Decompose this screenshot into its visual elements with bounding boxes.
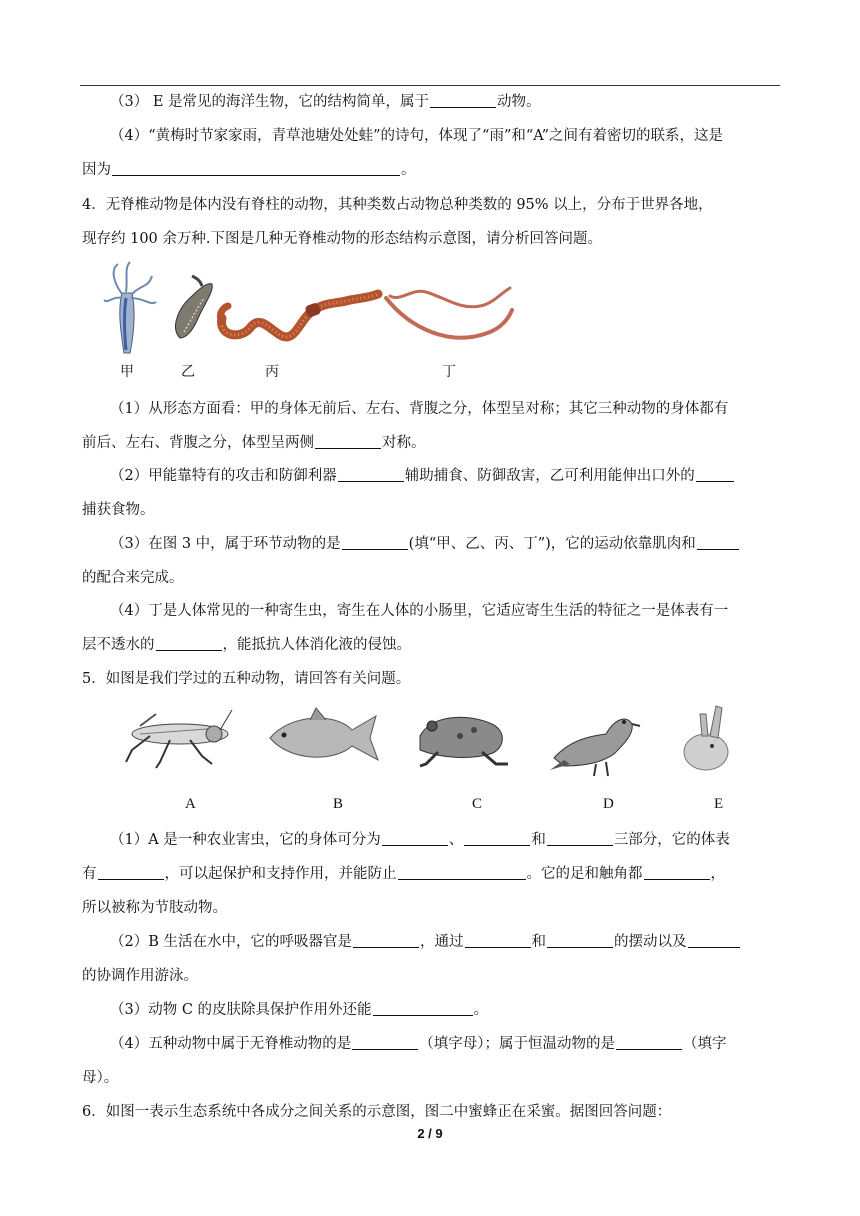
q3-part4-line2: 因为 。: [82, 162, 416, 178]
q4-sub2-line2: 捕获食物。: [82, 502, 155, 518]
answer-blank[interactable]: [342, 534, 408, 550]
answer-blank[interactable]: [353, 932, 419, 948]
q5-sub2-line1: （2）B 生活在水中，它的呼吸器官是 ，通过 和 的摆动以及: [110, 932, 810, 952]
q5-sub4-line2: 母）。: [82, 1070, 119, 1086]
answer-blank[interactable]: [382, 830, 448, 846]
answer-blank[interactable]: [430, 92, 496, 108]
q5-sub2-line2: 的协调作用游泳。: [82, 968, 198, 984]
q4-sub3-line1: （3）在图 3 中，属于环节动物的是 (填“甲、乙、丙、丁”)，它的运动依靠肌肉和: [110, 534, 810, 554]
answer-blank[interactable]: [315, 433, 381, 449]
answer-blank[interactable]: [616, 1034, 682, 1050]
figure-label-b: B: [333, 796, 344, 812]
answer-blank[interactable]: [547, 932, 613, 948]
header-rule: [80, 85, 780, 86]
q4-sub2-line1: （2）甲能靠特有的攻击和防御利器 辅助捕食、防御敌害，乙可利用能伸出口外的: [110, 466, 810, 486]
pigeon-illustration: [550, 719, 640, 776]
q4-stem-line1: 4．无脊椎动物是体内没有脊柱的动物，其种类数占动物总种类数的 95% 以上，分布于世界各地，: [82, 197, 713, 213]
answer-blank[interactable]: [697, 534, 739, 550]
figure-label-bing: 丙: [265, 364, 279, 380]
grasshopper-illustration: [126, 710, 232, 768]
q6-stem: 6．如图一表示生态系统中各成分之间关系的示意图，图二中蜜蜂正在采蜜。据图回答问题：: [82, 1104, 672, 1120]
q5-sub1-line2: 有 ，可以起保护和支持作用，并能防止 。它的足和触角都 ，: [82, 866, 725, 882]
frog-illustration: [420, 717, 508, 766]
q4-sub3-line2: 的配合来完成。: [82, 570, 184, 586]
q4-sub4-line2: 层不透水的 ，能抵抗人体消化液的侵蚀。: [82, 637, 411, 653]
answer-blank[interactable]: [688, 932, 740, 948]
hydra-illustration: [104, 262, 156, 353]
rabbit-illustration: [684, 706, 728, 770]
q3-part4-line1: （4）“黄梅时节家家雨，青草池塘处处蛙”的诗句，体现了“雨”和“A”之间有着密切的联系，这是: [110, 128, 724, 144]
answer-blank[interactable]: [696, 466, 734, 482]
fish-illustration: [270, 708, 378, 760]
figure-label-e: E: [714, 796, 724, 812]
answer-blank[interactable]: [352, 1034, 418, 1050]
earthworm-illustration: [220, 294, 378, 337]
q4-sub4-line1: （4）丁是人体常见的一种寄生虫，寄生在人体的小肠里，它适应寄生生活的特征之一是体表有一: [110, 603, 729, 619]
invertebrate-figure: [100, 258, 530, 383]
q3-part3: （3） E 是常见的海洋生物，它的结构简单，属于 动物。: [110, 94, 541, 110]
answer-blank[interactable]: [465, 932, 531, 948]
q5-stem: 5．如图是我们学过的五种动物，请回答有关问题。: [82, 671, 411, 687]
five-animals-figure: [120, 700, 740, 785]
answer-blank[interactable]: [156, 635, 222, 651]
answer-blank[interactable]: [98, 864, 164, 880]
figure-label-d: D: [603, 796, 614, 812]
q5-sub3: （3）动物 C 的皮肤除具保护作用外还能 。: [110, 1002, 489, 1018]
answer-blank[interactable]: [644, 864, 710, 880]
answer-blank[interactable]: [112, 160, 400, 176]
q4-sub1-line1: （1）从形态方面看：甲的身体无前后、左右、背腹之分，体型呈对称；其它三种动物的身体都有: [110, 401, 729, 417]
q5-sub4-line1: （4）五种动物中属于无脊椎动物的是 （填字母）；属于恒温动物的是 （填字: [110, 1036, 727, 1052]
answer-blank[interactable]: [373, 1000, 473, 1016]
page-number: 2 / 9: [417, 1126, 443, 1141]
figure-label-c: C: [472, 796, 483, 812]
q5-sub1-line1: （1）A 是一种农业害虫，它的身体可分为 、 和 三部分，它的体表: [110, 832, 730, 848]
answer-blank[interactable]: [398, 864, 526, 880]
figure-label-jia: 甲: [120, 364, 134, 380]
planarian-illustration: [176, 276, 213, 338]
answer-blank[interactable]: [464, 830, 530, 846]
figure-label-yi: 乙: [181, 364, 195, 380]
q4-stem-line2: 现存约 100 余万种.下图是几种无脊椎动物的形态结构示意图，请分析回答问题。: [82, 231, 603, 247]
figure-label-a: A: [185, 796, 196, 812]
figure-label-ding: 丁: [442, 364, 456, 380]
q5-sub1-line3: 所以被称为节肢动物。: [82, 900, 227, 916]
answer-blank[interactable]: [547, 830, 613, 846]
q4-sub1-line2: 前后、左右、背腹之分，体型呈两侧 对称。: [82, 435, 426, 451]
answer-blank[interactable]: [338, 466, 404, 482]
roundworm-illustration: [386, 288, 512, 338]
